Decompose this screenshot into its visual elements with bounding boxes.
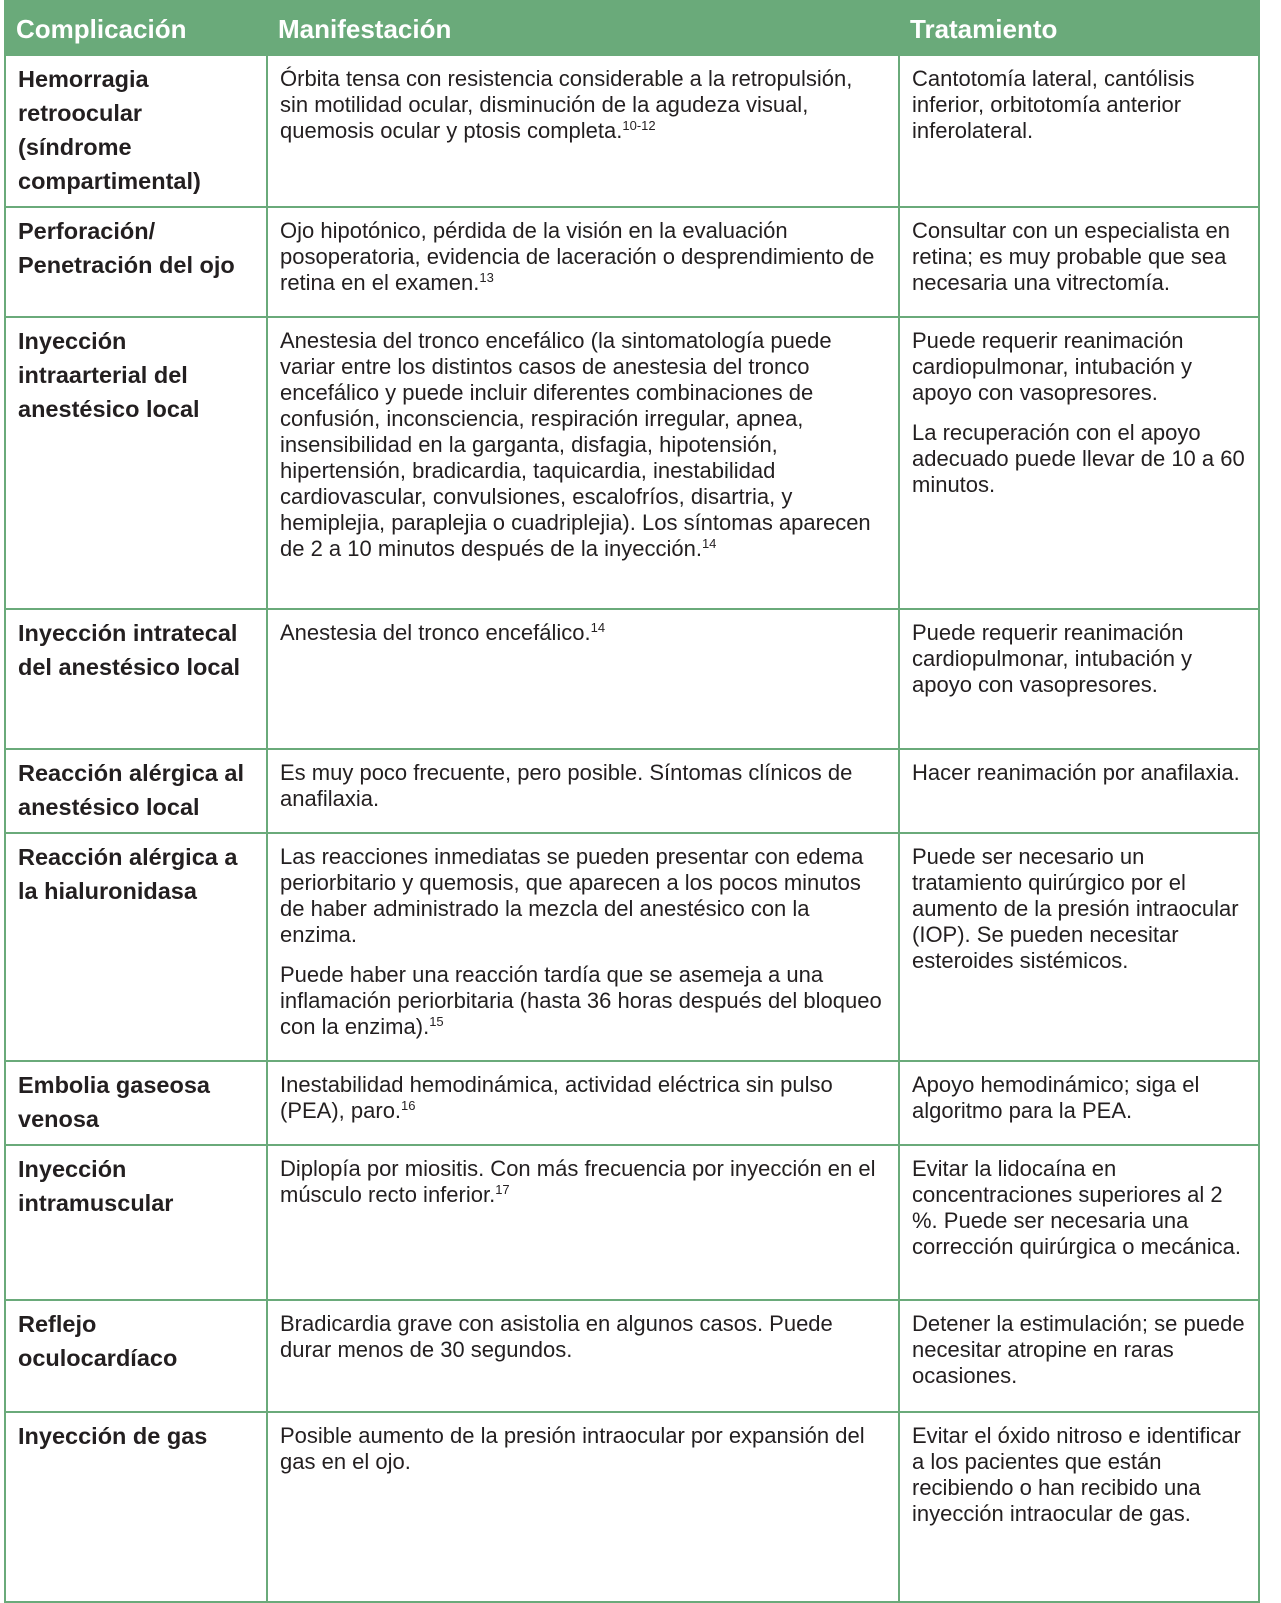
treatment-paragraph: Cantotomía lateral, cantólisis inferior, orbitotomía anterior inferolateral.: [912, 66, 1195, 143]
manifestation-paragraph: [280, 1423, 886, 1475]
reference-superscript: 10-12: [622, 118, 656, 133]
manifestation-text: Posible aumento de la presión intraocular por expansión del gas en el ojo.: [280, 1423, 865, 1474]
table-row: [5, 317, 1259, 609]
manifestation-paragraph: [280, 1311, 886, 1363]
treatment-cell: [899, 609, 1259, 749]
manifestation-text: Puede haber una reacción tardía que se asemeja a una inflamación periorbitaria (hasta 36 horas después del bloqueo con la enzima).: [280, 962, 882, 1039]
reference-superscript: 14: [701, 536, 717, 551]
manifestation-paragraph: [280, 66, 886, 144]
manifestation-text: Diplopía por miositis. Con más frecuencia por inyección en el músculo recto inferior.: [280, 1156, 876, 1207]
table-row: [5, 749, 1259, 833]
manifestation-text: Es muy poco frecuente, pero posible. Síntomas clínicos de anafilaxia.: [280, 760, 853, 811]
complication-cell: Hemorragia retroocular (síndrome compartimental): [5, 55, 267, 207]
manifestation-text: Anestesia del tronco encefálico (la sintomatología puede variar entre los distintos casos de anestesia del tronco encefálico y puede incluir diferentes combinaciones de confusión, inconsciencia, respiración irregular, apnea, insensibilidad en la garganta, disfagia, hipotensión, hipertensión, bradicardia, taquicardia, inestabilidad cardiovascular, convulsiones, escalofríos, disartria, y hemiplejia, paraplejia o cuadriplejia). Los síntomas aparecen de 2 a 10 minutos después de la inyección.: [280, 328, 871, 561]
manifestation-cell: [267, 749, 899, 833]
treatment-paragraph: Consultar con un especialista en retina; es muy probable que sea necesaria una vitrectomía.: [912, 218, 1230, 295]
reference-superscript: 13: [479, 270, 494, 285]
treatment-paragraph: Puede ser necesario un tratamiento quirúrgico por el aumento de la presión intraocular (IOP). Se pueden necesitar esteroides sistémicos.: [912, 844, 1239, 973]
complication-cell: Inyección intramuscular: [5, 1145, 267, 1300]
manifestation-text: Las reacciones inmediatas se pueden presentar con edema periorbitario y quemosis, que aparecen a los pocos minutos de haber administrado la mezcla del anestésico con la enzima.: [280, 844, 864, 947]
manifestation-paragraph: [280, 1156, 886, 1208]
table-row: [5, 207, 1259, 317]
manifestation-cell: [267, 317, 899, 609]
header-treatment: Tratamiento: [899, 0, 1259, 55]
complications-table: [4, 0, 1260, 1603]
reference-superscript: 15: [429, 1014, 444, 1029]
manifestation-paragraph: [280, 844, 886, 948]
treatment-paragraph: Evitar la lidocaína en concentraciones superiores al 2 %. Puede ser necesaria una corrección quirúrgica o mecánica.: [912, 1156, 1241, 1259]
treatment-paragraph: Puede requerir reanimación cardiopulmonar, intubación y apoyo con vasopresores.: [912, 328, 1193, 405]
treatment-paragraph: Puede requerir reanimación cardiopulmonar, intubación y apoyo con vasopresores.: [912, 620, 1193, 697]
complication-cell: Inyección intraarterial del anestésico local: [5, 317, 267, 609]
table-header: [5, 0, 1259, 55]
treatment-cell: [899, 317, 1259, 609]
treatment-cell: [899, 1061, 1259, 1145]
complication-cell: Inyección de gas: [5, 1412, 267, 1602]
table-row: [5, 1412, 1259, 1602]
table-row: [5, 833, 1259, 1061]
manifestation-paragraph: [280, 760, 886, 812]
manifestation-paragraph: [280, 620, 886, 646]
treatment-cell: [899, 1412, 1259, 1602]
treatment-paragraph: Hacer reanimación por anafilaxia.: [912, 760, 1240, 785]
reference-superscript: 16: [401, 1098, 416, 1113]
manifestation-cell: [267, 55, 899, 207]
manifestation-cell: [267, 1412, 899, 1602]
reference-superscript: 14: [590, 620, 606, 635]
manifestation-text: Ojo hipotónico, pérdida de la visión en la evaluación posoperatoria, evidencia de laceración o desprendimiento de retina en el examen.: [280, 218, 875, 295]
treatment-cell: [899, 207, 1259, 317]
header-row: [5, 0, 1259, 55]
manifestation-cell: [267, 1145, 899, 1300]
manifestation-text: Anestesia del tronco encefálico.: [280, 620, 591, 645]
reference-superscript: 17: [495, 1182, 510, 1197]
complication-cell: Inyección intratecal del anestésico local: [5, 609, 267, 749]
treatment-paragraph: Evitar el óxido nitroso e identificar a los pacientes que están recibiendo o han recibido una inyección intraocular de gas.: [912, 1423, 1241, 1526]
manifestation-cell: [267, 1300, 899, 1412]
manifestation-cell: [267, 1061, 899, 1145]
manifestation-paragraph: [280, 962, 886, 1040]
treatment-paragraph: Detener la estimulación; se puede necesitar atropine en raras ocasiones.: [912, 1311, 1245, 1388]
table-row: [5, 609, 1259, 749]
manifestation-paragraph: [280, 218, 886, 296]
manifestation-cell: [267, 207, 899, 317]
manifestation-cell: [267, 833, 899, 1061]
complication-cell: Perforación/ Penetración del ojo: [5, 207, 267, 317]
treatment-paragraph: La recuperación con el apoyo adecuado puede llevar de 10 a 60 minutos.: [912, 420, 1245, 497]
treatment-paragraph: Apoyo hemodinámico; siga el algoritmo para la PEA.: [912, 1072, 1200, 1123]
treatment-cell: [899, 1145, 1259, 1300]
table-row: [5, 1300, 1259, 1412]
complication-cell: Reacción alérgica al anestésico local: [5, 749, 267, 833]
manifestation-text: Bradicardia grave con asistolia en algunos casos. Puede durar menos de 30 segundos.: [280, 1311, 833, 1362]
complication-cell: Reflejo oculocardíaco: [5, 1300, 267, 1412]
manifestation-text: Inestabilidad hemodinámica, actividad eléctrica sin pulso (PEA), paro.: [280, 1072, 833, 1123]
table-row: [5, 55, 1259, 207]
manifestation-paragraph: [280, 1072, 886, 1124]
header-manifestation: Manifestación: [267, 0, 899, 55]
treatment-cell: [899, 833, 1259, 1061]
table-row: [5, 1145, 1259, 1300]
header-complication: Complicación: [5, 0, 267, 55]
complication-cell: Embolia gaseosa venosa: [5, 1061, 267, 1145]
manifestation-text: Órbita tensa con resistencia considerable a la retropulsión, sin motilidad ocular, disminución de la agudeza visual, quemosis ocular y ptosis completa.: [280, 66, 853, 143]
treatment-cell: [899, 749, 1259, 833]
table-body: [5, 55, 1259, 1602]
complications-table-page: [4, 0, 1258, 1592]
treatment-cell: [899, 55, 1259, 207]
complication-cell: Reacción alérgica a la hialuronidasa: [5, 833, 267, 1061]
manifestation-paragraph: [280, 328, 886, 562]
treatment-cell: [899, 1300, 1259, 1412]
manifestation-cell: [267, 609, 899, 749]
table-row: [5, 1061, 1259, 1145]
